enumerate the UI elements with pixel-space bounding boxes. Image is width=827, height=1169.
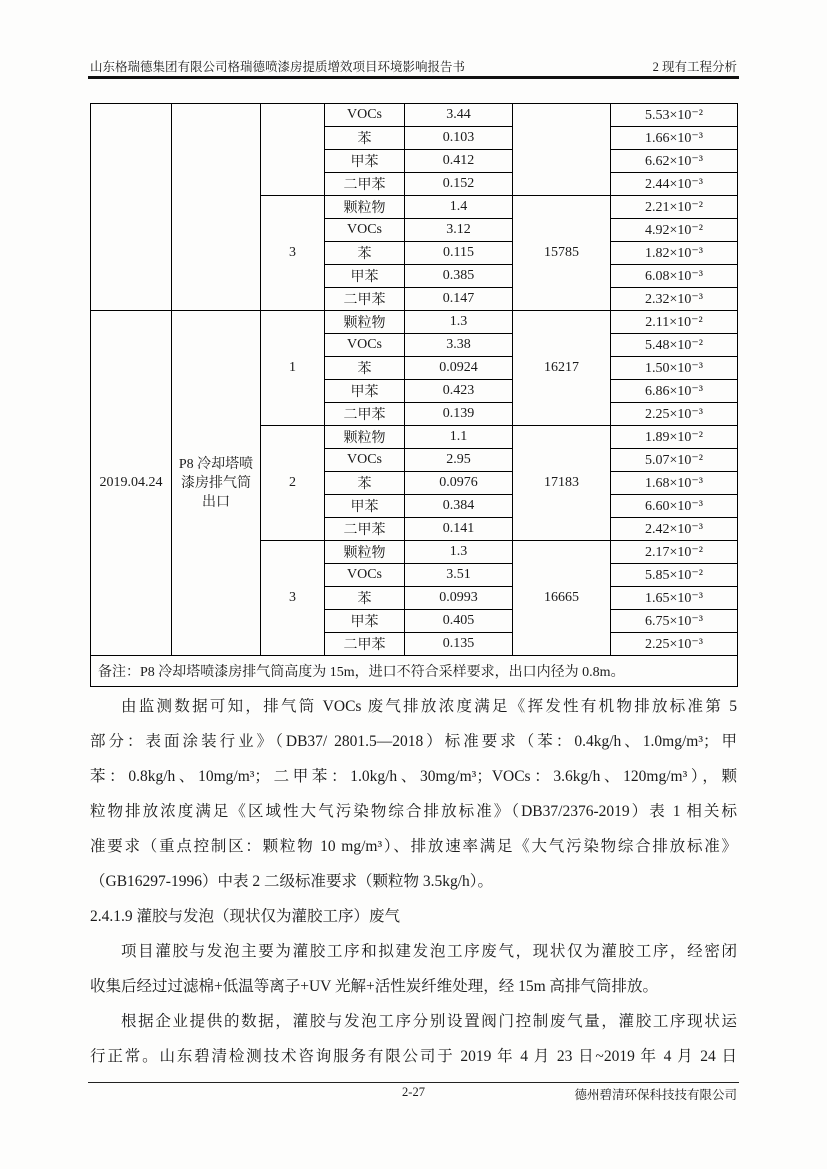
paragraph-line: （GB16297-1996）中表 2 二级标准要求（颗粒物 3.5kg/h）。 xyxy=(90,873,494,890)
sample-no-cell: 1 xyxy=(261,311,325,426)
pollutant-cell: 颗粒物 xyxy=(325,541,405,564)
pollutant-cell: 苯 xyxy=(325,242,405,265)
pollutant-cell: 颗粒物 xyxy=(325,426,405,449)
sample-no-cell xyxy=(261,104,325,196)
date-cell xyxy=(91,104,172,311)
concentration-cell: 3.12 xyxy=(405,219,513,242)
concentration-cell: 2.95 xyxy=(405,449,513,472)
emission-rate-cell: 1.82×10⁻³ xyxy=(611,242,738,265)
pollutant-cell: VOCs xyxy=(325,449,405,472)
concentration-cell: 0.0976 xyxy=(405,472,513,495)
emission-rate-cell: 1.66×10⁻³ xyxy=(611,127,738,150)
flow-cell: 16217 xyxy=(513,311,611,426)
emission-rate-cell: 2.17×10⁻² xyxy=(611,541,738,564)
pollutant-cell: 甲苯 xyxy=(325,265,405,288)
pollutant-cell: 颗粒物 xyxy=(325,196,405,219)
pollutant-cell: 二甲苯 xyxy=(325,288,405,311)
emission-rate-cell: 5.53×10⁻² xyxy=(611,104,738,127)
sample-no-cell: 3 xyxy=(261,541,325,656)
emission-rate-cell: 1.65×10⁻³ xyxy=(611,587,738,610)
flow-cell: 15785 xyxy=(513,196,611,311)
concentration-cell: 3.38 xyxy=(405,334,513,357)
paragraph-line: 由监测数据可知，排气筒 VOCs 废气排放浓度满足《挥发性有机物排放标准第 5 xyxy=(121,698,737,715)
table-row xyxy=(91,311,738,334)
emission-rate-cell: 1.89×10⁻² xyxy=(611,426,738,449)
paragraph-line: 苯：0.8kg/h、10mg/m³；二甲苯：1.0kg/h、30mg/m³；VOCs：3.6kg/h、120mg/m³），颗 xyxy=(90,768,737,785)
emission-rate-cell: 2.25×10⁻³ xyxy=(611,633,738,656)
concentration-cell: 0.385 xyxy=(405,265,513,288)
concentration-cell: 0.135 xyxy=(405,633,513,656)
flow-cell xyxy=(513,104,611,196)
concentration-cell: 0.147 xyxy=(405,288,513,311)
paragraph-line: 准要求（重点控制区：颗粒物 10 mg/m³）、排放速率满足《大气污染物综合排放标准》 xyxy=(90,838,737,855)
body-text xyxy=(90,689,737,1074)
emission-rate-cell: 6.08×10⁻³ xyxy=(611,265,738,288)
pollutant-cell: 二甲苯 xyxy=(325,173,405,196)
pollutant-cell: VOCs xyxy=(325,219,405,242)
pollutant-cell: 苯 xyxy=(325,357,405,380)
pollutant-cell: VOCs xyxy=(325,564,405,587)
page-footer xyxy=(90,1085,737,1103)
emission-rate-cell: 6.62×10⁻³ xyxy=(611,150,738,173)
emission-rate-cell: 4.92×10⁻² xyxy=(611,219,738,242)
location-cell xyxy=(172,104,261,311)
concentration-cell: 0.141 xyxy=(405,518,513,541)
emission-rate-cell: 1.50×10⁻³ xyxy=(611,357,738,380)
emission-rate-cell: 2.44×10⁻³ xyxy=(611,173,738,196)
concentration-cell: 1.4 xyxy=(405,196,513,219)
date-cell: 2019.04.24 xyxy=(91,311,172,656)
concentration-cell: 0.152 xyxy=(405,173,513,196)
pollutant-cell: 二甲苯 xyxy=(325,518,405,541)
paragraph-line: 粒物排放浓度满足《区域性大气污染物综合排放标准》（DB37/2376-2019）表 1 相关标 xyxy=(90,803,737,820)
emission-rate-cell: 5.85×10⁻² xyxy=(611,564,738,587)
table-row xyxy=(91,104,738,127)
page-number: 2-27 xyxy=(402,1085,425,1099)
page-header xyxy=(90,57,737,75)
concentration-cell: 3.51 xyxy=(405,564,513,587)
concentration-cell: 0.0993 xyxy=(405,587,513,610)
concentration-cell: 0.103 xyxy=(405,127,513,150)
header-doc-title: 山东格瑞德集团有限公司格瑞德喷漆房提质增效项目环境影响报告书 xyxy=(90,60,466,74)
section-heading: 2.4.1.9 灌胶与发泡（现状仅为灌胶工序）废气 xyxy=(90,908,401,925)
paragraph-line: 根据企业提供的数据，灌胶与发泡工序分别设置阀门控制废气量，灌胶工序现状运 xyxy=(121,1013,737,1030)
flow-cell: 16665 xyxy=(513,541,611,656)
sample-no-cell: 3 xyxy=(261,196,325,311)
concentration-cell: 0.139 xyxy=(405,403,513,426)
pollutant-cell: 甲苯 xyxy=(325,380,405,403)
paragraph-line: 部分：表面涂装行业》（DB37/ 2801.5—2018）标准要求（苯：0.4kg/h、1.0mg/m³；甲 xyxy=(90,733,737,750)
pollutant-cell: 苯 xyxy=(325,587,405,610)
pollutant-cell: 苯 xyxy=(325,472,405,495)
sample-no-cell: 2 xyxy=(261,426,325,541)
remark-row xyxy=(91,656,738,687)
emission-rate-cell: 2.25×10⁻³ xyxy=(611,403,738,426)
emission-rate-cell: 5.48×10⁻² xyxy=(611,334,738,357)
emission-rate-cell: 6.75×10⁻³ xyxy=(611,610,738,633)
pollutant-cell: 甲苯 xyxy=(325,150,405,173)
concentration-cell: 3.44 xyxy=(405,104,513,127)
emission-rate-cell: 2.42×10⁻³ xyxy=(611,518,738,541)
concentration-cell: 0.412 xyxy=(405,150,513,173)
flow-cell: 17183 xyxy=(513,426,611,541)
emission-rate-cell: 2.32×10⁻³ xyxy=(611,288,738,311)
concentration-cell: 0.423 xyxy=(405,380,513,403)
remark-cell: 备注：P8 冷却塔喷漆房排气筒高度为 15m，进口不符合采样要求，出口内径为 0.8m。 xyxy=(91,656,738,687)
emission-rate-cell: 2.11×10⁻² xyxy=(611,311,738,334)
concentration-cell: 0.405 xyxy=(405,610,513,633)
concentration-cell: 0.115 xyxy=(405,242,513,265)
pollutant-cell: 颗粒物 xyxy=(325,311,405,334)
header-rule xyxy=(88,76,739,79)
pollutant-cell: VOCs xyxy=(325,104,405,127)
monitoring-table xyxy=(90,103,738,687)
footer-rule xyxy=(88,1082,739,1083)
pollutant-cell: VOCs xyxy=(325,334,405,357)
pollutant-cell: 苯 xyxy=(325,127,405,150)
paragraph-line: 项目灌胶与发泡主要为灌胶工序和拟建发泡工序废气，现状仅为灌胶工序，经密闭 xyxy=(121,943,737,960)
emission-rate-cell: 5.07×10⁻² xyxy=(611,449,738,472)
concentration-cell: 0.384 xyxy=(405,495,513,518)
emission-rate-cell: 2.21×10⁻² xyxy=(611,196,738,219)
header-chapter: 2 现有工程分析 xyxy=(652,60,737,74)
concentration-cell: 1.3 xyxy=(405,311,513,334)
concentration-cell: 0.0924 xyxy=(405,357,513,380)
location-cell: P8 冷却塔喷漆房排气筒出口 xyxy=(172,311,261,656)
pollutant-cell: 二甲苯 xyxy=(325,403,405,426)
pollutant-cell: 二甲苯 xyxy=(325,633,405,656)
emission-rate-cell: 6.60×10⁻³ xyxy=(611,495,738,518)
pollutant-cell: 甲苯 xyxy=(325,610,405,633)
footer-company: 德州碧清环保科技技有限公司 xyxy=(574,1088,737,1102)
paragraph-line: 收集后经过过滤棉+低温等离子+UV 光解+活性炭纤维处理，经 15m 高排气筒排放。 xyxy=(90,978,659,995)
emission-rate-cell: 6.86×10⁻³ xyxy=(611,380,738,403)
emission-rate-cell: 1.68×10⁻³ xyxy=(611,472,738,495)
concentration-cell: 1.3 xyxy=(405,541,513,564)
pollutant-cell: 甲苯 xyxy=(325,495,405,518)
paragraph-line: 行正常。山东碧清检测技术咨询服务有限公司于 2019 年 4 月 23 日~2019 年 4 月 24 日 xyxy=(90,1048,737,1065)
concentration-cell: 1.1 xyxy=(405,426,513,449)
